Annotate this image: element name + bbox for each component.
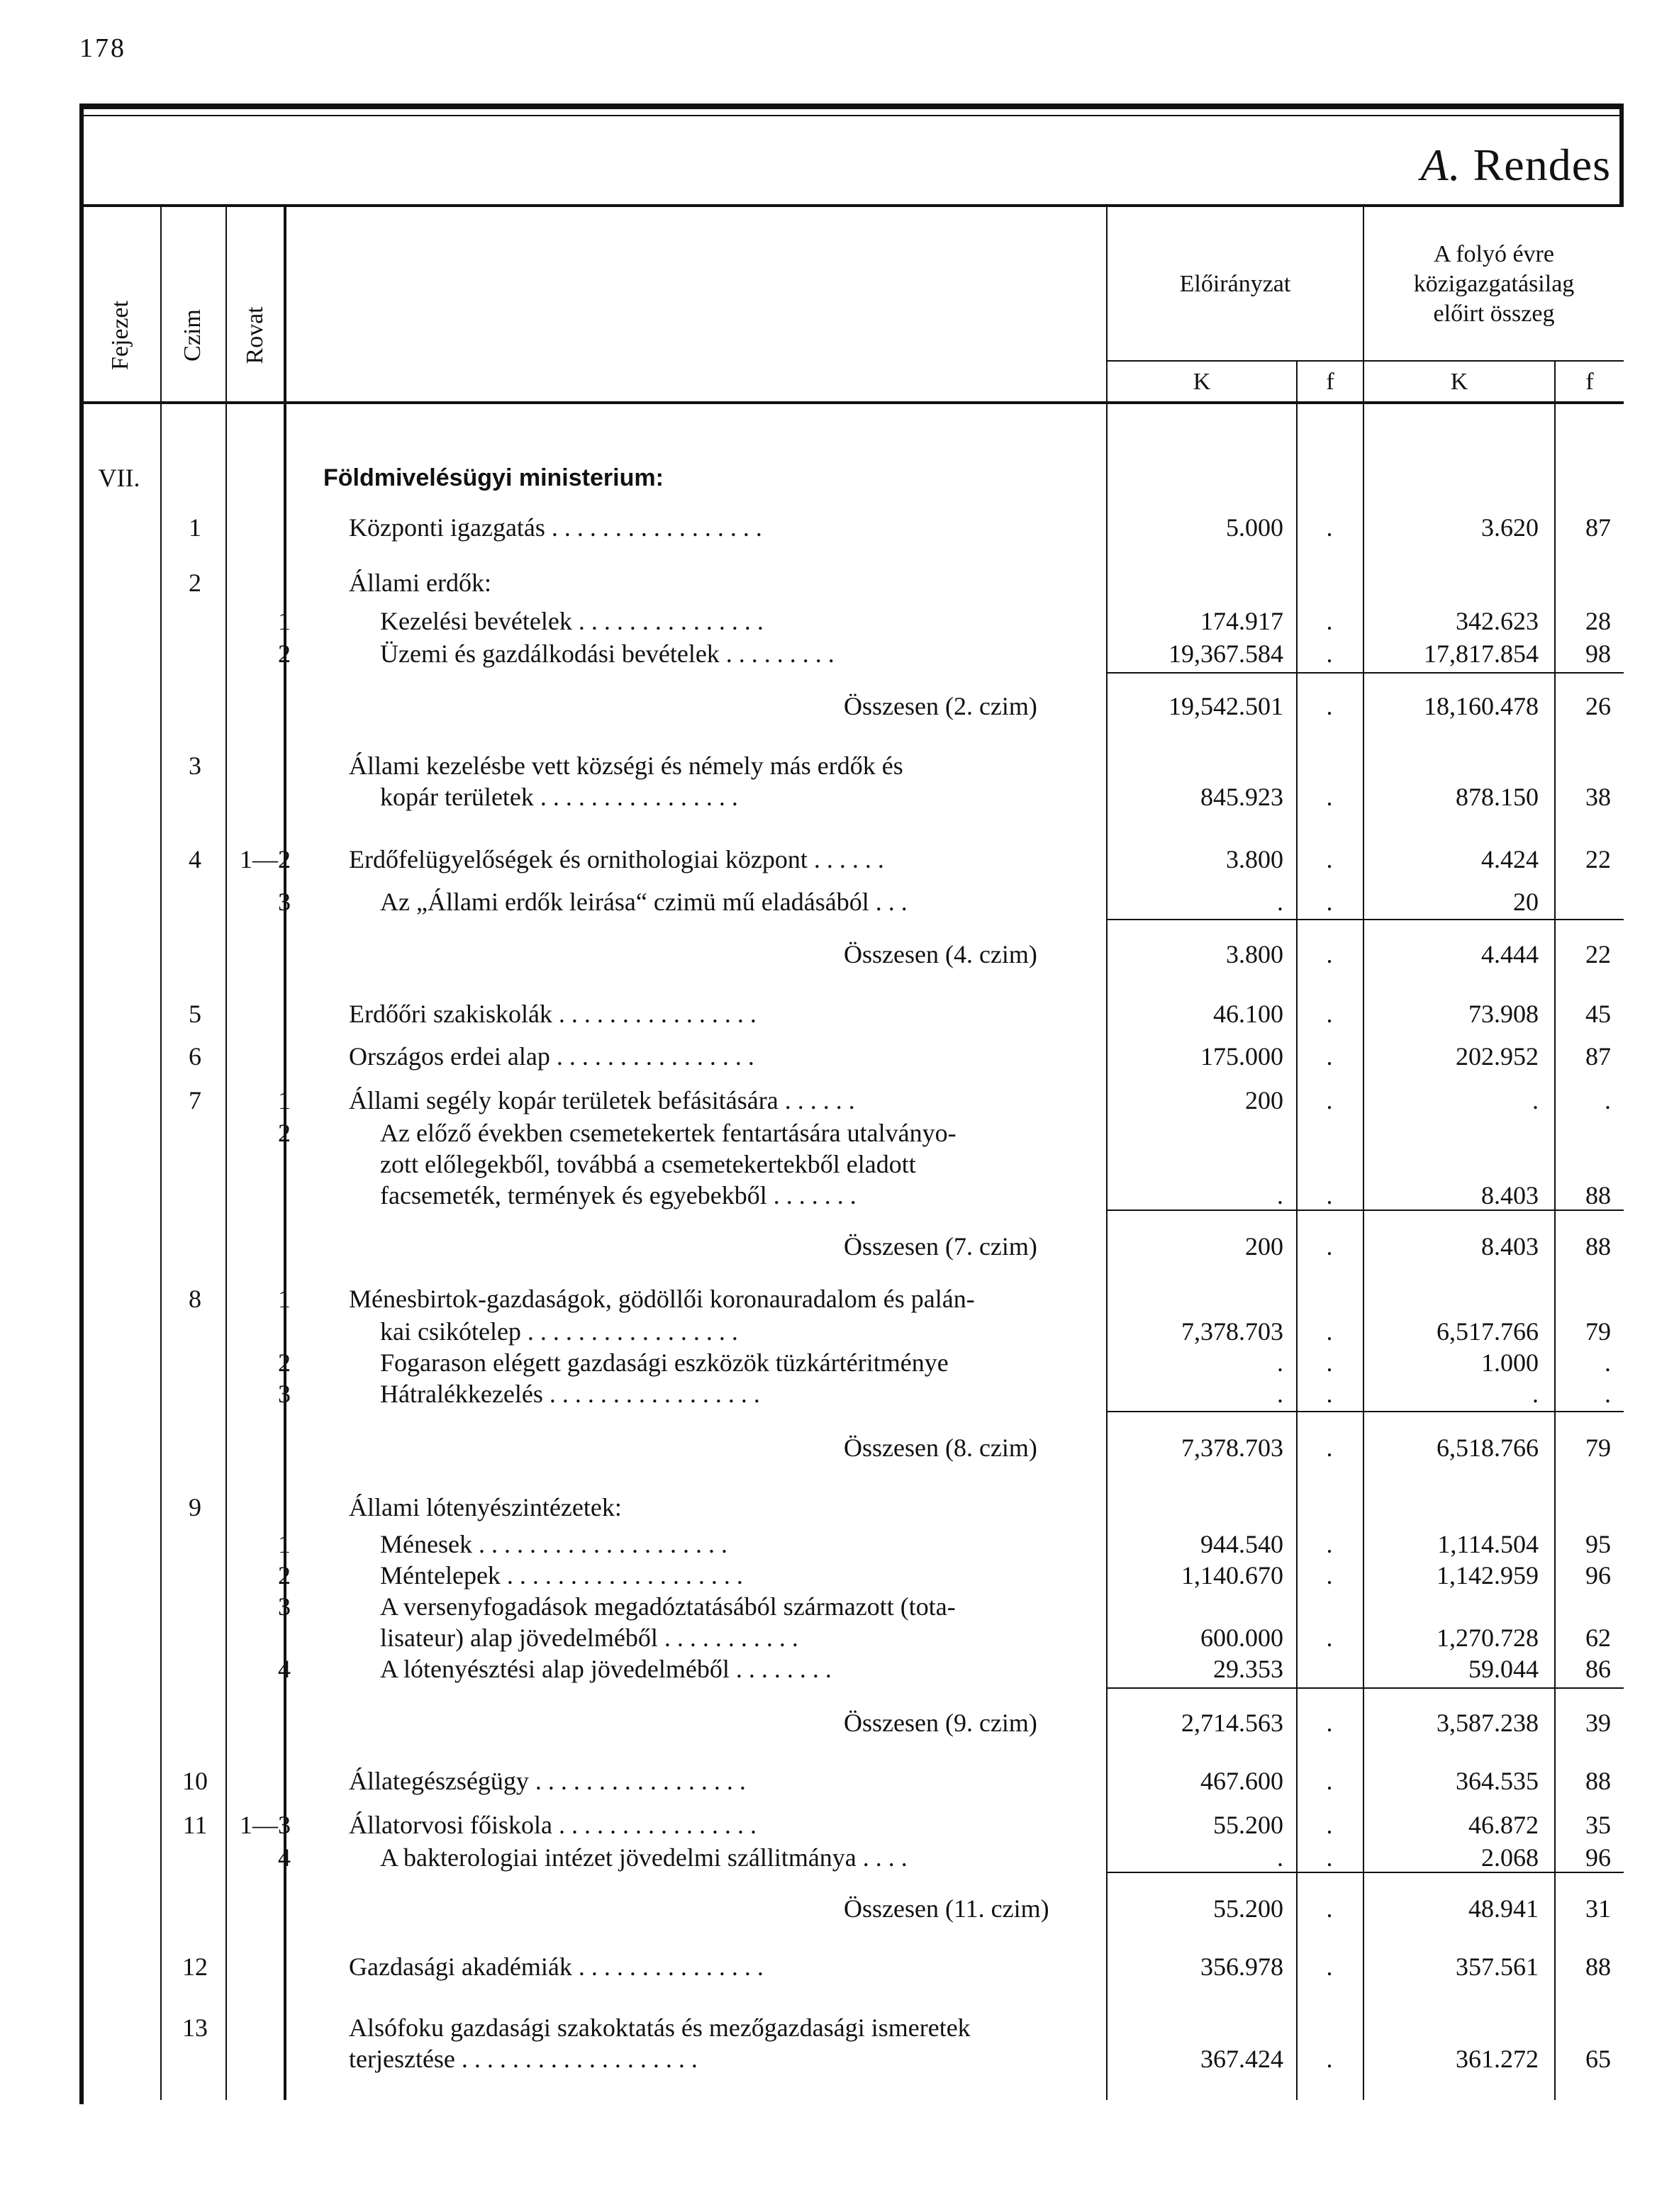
header-folyo-evre bbox=[1364, 240, 1624, 329]
row-description: Összesen (2. czim) bbox=[844, 692, 1037, 720]
row-rovat: 3 bbox=[278, 1592, 291, 1621]
row-czim: 3 bbox=[189, 752, 201, 780]
row-description: Az előző években csemetekertek fentartására utalványo- bbox=[380, 1119, 956, 1147]
row-description: Országos erdei alap . . . . . . . . . . . . . . . . bbox=[349, 1042, 754, 1071]
row-rovat: 2 bbox=[278, 639, 291, 668]
header-rovat: Rovat bbox=[242, 306, 268, 364]
row-folyo-k: 6,517.766 bbox=[1437, 1317, 1539, 1346]
table-row bbox=[0, 998, 1679, 1029]
row-folyo-k: 6,518.766 bbox=[1437, 1434, 1539, 1462]
row-folyo-k: 364.535 bbox=[1456, 1767, 1539, 1795]
row-folyo-f: 98 bbox=[1585, 639, 1611, 668]
row-folyo-k: . bbox=[1532, 1380, 1539, 1408]
row-folyo-f: 87 bbox=[1585, 1042, 1611, 1071]
row-description: lisateur) alap jövedelméből . . . . . . . . . . . bbox=[380, 1624, 798, 1652]
row-eloiranyzat-f: . bbox=[1326, 513, 1333, 542]
row-description: Állategészségügy . . . . . . . . . . . . . . . . . bbox=[349, 1767, 746, 1795]
row-folyo-k: 46.872 bbox=[1468, 1811, 1539, 1839]
row-eloiranyzat-k: 2,714.563 bbox=[1181, 1709, 1283, 1737]
row-folyo-f: 62 bbox=[1585, 1624, 1611, 1652]
row-rovat: 1 bbox=[278, 1285, 291, 1313]
row-description: Erdőfelügyelőségek és ornithologiai központ . . . . . . bbox=[349, 845, 884, 873]
row-folyo-k: 1,142.959 bbox=[1437, 1561, 1539, 1590]
row-czim: 8 bbox=[189, 1285, 201, 1313]
table-row bbox=[0, 1653, 1679, 1685]
row-description: Méntelepek . . . . . . . . . . . . . . . . . . . bbox=[380, 1561, 743, 1590]
row-eloiranyzat-f: . bbox=[1326, 888, 1333, 916]
row-eloiranyzat-f: . bbox=[1326, 692, 1333, 720]
row-czim: 1 bbox=[189, 513, 201, 542]
row-folyo-k: 8.403 bbox=[1481, 1232, 1539, 1261]
row-eloiranyzat-k: 3.800 bbox=[1226, 845, 1283, 873]
row-eloiranyzat-f: . bbox=[1326, 1380, 1333, 1408]
row-eloiranyzat-f: . bbox=[1326, 1530, 1333, 1558]
row-description: Összesen (8. czim) bbox=[844, 1434, 1037, 1462]
row-folyo-k: 18,160.478 bbox=[1424, 692, 1539, 720]
row-description: Összesen (11. czim) bbox=[844, 1894, 1049, 1923]
row-eloiranyzat-k: 46.100 bbox=[1213, 1000, 1283, 1028]
table-row bbox=[0, 2043, 1679, 2074]
row-eloiranyzat-f: . bbox=[1326, 2045, 1333, 2073]
row-eloiranyzat-f: . bbox=[1326, 1843, 1333, 1872]
row-eloiranyzat-k: 367.424 bbox=[1200, 2045, 1283, 2073]
table-row bbox=[0, 1842, 1679, 1873]
row-folyo-f: 31 bbox=[1585, 1894, 1611, 1923]
row-description: kopár területek . . . . . . . . . . . . . . . . bbox=[380, 783, 738, 811]
sum-rule-8 bbox=[1108, 1411, 1624, 1412]
row-folyo-k: . bbox=[1532, 1086, 1539, 1115]
row-eloiranyzat-k: 356.978 bbox=[1200, 1953, 1283, 1981]
section-letter: A. bbox=[1420, 140, 1461, 190]
table-row bbox=[0, 462, 1679, 493]
row-folyo-f: 22 bbox=[1585, 845, 1611, 873]
row-folyo-k: 17,817.854 bbox=[1424, 639, 1539, 668]
table-row bbox=[0, 1347, 1679, 1378]
row-rovat: 3 bbox=[278, 1380, 291, 1408]
row-eloiranyzat-f: . bbox=[1326, 1624, 1333, 1652]
table-row bbox=[0, 567, 1679, 598]
table-row bbox=[0, 1809, 1679, 1840]
row-folyo-f: 96 bbox=[1585, 1843, 1611, 1872]
row-rovat: 2 bbox=[278, 1561, 291, 1590]
row-eloiranyzat-f: . bbox=[1326, 607, 1333, 635]
row-description: A versenyfogadások megadóztatásából származott (tota- bbox=[380, 1592, 956, 1621]
row-eloiranyzat-k: . bbox=[1277, 1843, 1283, 1872]
table-row bbox=[0, 1591, 1679, 1622]
row-folyo-f: . bbox=[1605, 1348, 1611, 1377]
row-rovat: 4 bbox=[278, 1655, 291, 1683]
row-description: Kezelési bevételek . . . . . . . . . . . . . . . bbox=[380, 607, 764, 635]
row-eloiranyzat-k: 600.000 bbox=[1200, 1624, 1283, 1652]
row-description: Földmivelésügyi ministerium: bbox=[323, 464, 664, 491]
row-description: Üzemi és gazdálkodási bevételek . . . . . . . . . bbox=[380, 639, 835, 668]
row-folyo-k: 202.952 bbox=[1456, 1042, 1539, 1071]
row-eloiranyzat-k: 175.000 bbox=[1200, 1042, 1283, 1071]
row-description: Állami segély kopár területek befásitására . . . . . . bbox=[349, 1086, 855, 1115]
row-description: facsemeték, termények és egyebekből . . . . . . . bbox=[380, 1181, 857, 1210]
row-folyo-k: 4.424 bbox=[1481, 845, 1539, 873]
table-row bbox=[0, 1893, 1679, 1924]
row-eloiranyzat-k: 7,378.703 bbox=[1181, 1317, 1283, 1346]
page-number: 178 bbox=[79, 33, 126, 63]
header-czim: Czim bbox=[179, 309, 206, 362]
row-folyo-f: 65 bbox=[1585, 2045, 1611, 2073]
sum-rule-9 bbox=[1108, 1687, 1624, 1689]
row-eloiranyzat-f: . bbox=[1326, 1953, 1333, 1981]
table-row bbox=[0, 1085, 1679, 1116]
row-folyo-k: 48.941 bbox=[1468, 1894, 1539, 1923]
row-description: A bakterologiai intézet jövedelmi szállitmánya . . . . bbox=[380, 1843, 908, 1872]
row-eloiranyzat-f: . bbox=[1326, 1232, 1333, 1261]
row-eloiranyzat-f: . bbox=[1326, 1767, 1333, 1795]
row-folyo-k: 357.561 bbox=[1456, 1953, 1539, 1981]
table-row bbox=[0, 512, 1679, 543]
top-rule bbox=[79, 104, 1622, 109]
table-row bbox=[0, 638, 1679, 669]
row-description: Állatorvosi főiskola . . . . . . . . . . . . . . . . bbox=[349, 1811, 757, 1839]
row-rovat: 2 bbox=[278, 1348, 291, 1377]
table-row bbox=[0, 1041, 1679, 1072]
row-folyo-f: 38 bbox=[1585, 783, 1611, 811]
header-folyo-line-3: előirt összeg bbox=[1433, 301, 1555, 327]
row-eloiranyzat-k: . bbox=[1277, 1181, 1283, 1210]
header-eloiranyzat: Előirányzat bbox=[1179, 271, 1291, 297]
row-folyo-k: 4.444 bbox=[1481, 940, 1539, 968]
row-rovat: 3 bbox=[278, 888, 291, 916]
header-top-rule bbox=[79, 204, 1624, 207]
table-row bbox=[0, 1432, 1679, 1463]
row-folyo-f: . bbox=[1605, 1086, 1611, 1115]
row-eloiranyzat-k: 55.200 bbox=[1213, 1811, 1283, 1839]
section-heading bbox=[1421, 139, 1612, 191]
row-description: Összesen (7. czim) bbox=[844, 1232, 1037, 1261]
table-row bbox=[0, 605, 1679, 637]
right-border bbox=[1619, 104, 1624, 204]
row-description: Az „Állami erdők leirása“ czimü mű eladásából . . . bbox=[380, 888, 908, 916]
row-folyo-f: 87 bbox=[1585, 513, 1611, 542]
row-description: Összesen (4. czim) bbox=[844, 940, 1037, 968]
row-czim: 7 bbox=[189, 1086, 201, 1115]
unit-f-2: f bbox=[1585, 369, 1594, 395]
table-row bbox=[0, 1622, 1679, 1653]
table-row bbox=[0, 844, 1679, 875]
row-description: Erdőőri szakiskolák . . . . . . . . . . . . . . . . bbox=[349, 1000, 757, 1028]
row-eloiranyzat-f: . bbox=[1326, 1434, 1333, 1462]
table-row bbox=[0, 691, 1679, 722]
row-folyo-f: 35 bbox=[1585, 1811, 1611, 1839]
table-row bbox=[0, 1707, 1679, 1738]
row-folyo-f: 88 bbox=[1585, 1232, 1611, 1261]
row-folyo-f: 86 bbox=[1585, 1655, 1611, 1683]
row-rovat: 1 bbox=[278, 607, 291, 635]
row-czim: 10 bbox=[182, 1767, 208, 1795]
row-folyo-k: 59.044 bbox=[1468, 1655, 1539, 1683]
header-bottom-rule bbox=[79, 401, 1624, 404]
row-folyo-k: 2.068 bbox=[1481, 1843, 1539, 1872]
top-rule-thin bbox=[79, 115, 1622, 116]
table-row bbox=[0, 781, 1679, 812]
row-eloiranyzat-f: . bbox=[1326, 1317, 1333, 1346]
row-eloiranyzat-k: 845.923 bbox=[1200, 783, 1283, 811]
row-eloiranyzat-f: . bbox=[1326, 1042, 1333, 1071]
row-description: Központi igazgatás . . . . . . . . . . . . . . . . . bbox=[349, 513, 762, 542]
row-folyo-k: 878.150 bbox=[1456, 783, 1539, 811]
row-czim: 9 bbox=[189, 1493, 201, 1521]
row-description: Ménesek . . . . . . . . . . . . . . . . . . . . bbox=[380, 1530, 727, 1558]
row-description: Állami erdők: bbox=[349, 569, 491, 597]
unit-rule bbox=[1106, 360, 1624, 362]
table-row bbox=[0, 1283, 1679, 1314]
row-description: Alsófoku gazdasági szakoktatás és mezőgazdasági ismeretek bbox=[349, 2013, 971, 2042]
row-eloiranyzat-f: . bbox=[1326, 1348, 1333, 1377]
row-folyo-f: 39 bbox=[1585, 1709, 1611, 1737]
table-row bbox=[0, 1180, 1679, 1211]
row-folyo-f: 95 bbox=[1585, 1530, 1611, 1558]
row-folyo-f: 88 bbox=[1585, 1181, 1611, 1210]
table-row bbox=[0, 2012, 1679, 2043]
row-folyo-k: 1,270.728 bbox=[1437, 1624, 1539, 1652]
row-czim: 6 bbox=[189, 1042, 201, 1071]
table-row bbox=[0, 1316, 1679, 1347]
row-eloiranyzat-k: 19,542.501 bbox=[1168, 692, 1283, 720]
row-rovat: 2 bbox=[278, 1119, 291, 1147]
header-fejezet: Fejezet bbox=[107, 300, 133, 371]
header-folyo-line-1: A folyó évre bbox=[1434, 241, 1554, 267]
row-eloiranyzat-f: . bbox=[1326, 1811, 1333, 1839]
table-row bbox=[0, 1378, 1679, 1409]
row-rovat: 1—3 bbox=[240, 1811, 291, 1839]
row-folyo-k: 73.908 bbox=[1468, 1000, 1539, 1028]
table-row bbox=[0, 1765, 1679, 1797]
row-fejezet: VII. bbox=[98, 464, 140, 492]
row-description: Fogarason elégett gazdasági eszközök tüzkártéritménye bbox=[380, 1348, 949, 1377]
row-eloiranyzat-f: . bbox=[1326, 1086, 1333, 1115]
table-row bbox=[0, 750, 1679, 781]
table-row bbox=[0, 1149, 1679, 1180]
row-description: Hátralékkezelés . . . . . . . . . . . . . . . . . bbox=[380, 1380, 760, 1408]
row-description: Gazdasági akadémiák . . . . . . . . . . . . . . . bbox=[349, 1953, 764, 1981]
row-description: A lótenyésztési alap jövedelméből . . . . . . . . bbox=[380, 1655, 832, 1683]
row-folyo-k: 342.623 bbox=[1456, 607, 1539, 635]
row-eloiranyzat-k: 467.600 bbox=[1200, 1767, 1283, 1795]
row-folyo-f: 22 bbox=[1585, 940, 1611, 968]
row-czim: 12 bbox=[182, 1953, 208, 1981]
row-rovat: 4 bbox=[278, 1843, 291, 1872]
row-folyo-f: . bbox=[1605, 1380, 1611, 1408]
row-rovat: 1—2 bbox=[240, 845, 291, 873]
row-eloiranyzat-k: 29.353 bbox=[1213, 1655, 1283, 1683]
row-folyo-f: 96 bbox=[1585, 1561, 1611, 1590]
header-folyo-line-2: közigazgatásilag bbox=[1413, 271, 1575, 297]
row-czim: 4 bbox=[189, 845, 201, 873]
row-eloiranyzat-f: . bbox=[1326, 1181, 1333, 1210]
row-czim: 2 bbox=[189, 569, 201, 597]
row-folyo-f: 26 bbox=[1585, 692, 1611, 720]
row-folyo-f: 79 bbox=[1585, 1434, 1611, 1462]
row-eloiranyzat-k: 19,367.584 bbox=[1168, 639, 1283, 668]
row-folyo-k: 20 bbox=[1513, 888, 1539, 916]
row-czim: 5 bbox=[189, 1000, 201, 1028]
row-eloiranyzat-k: 174.917 bbox=[1200, 607, 1283, 635]
table-row bbox=[0, 1560, 1679, 1591]
table-row bbox=[0, 1492, 1679, 1523]
row-czim: 11 bbox=[182, 1811, 208, 1839]
row-eloiranyzat-k: 55.200 bbox=[1213, 1894, 1283, 1923]
row-folyo-f: 88 bbox=[1585, 1953, 1611, 1981]
row-rovat: 1 bbox=[278, 1086, 291, 1115]
row-description: terjesztése . . . . . . . . . . . . . . . . . . . bbox=[349, 2045, 698, 2073]
row-folyo-f: 88 bbox=[1585, 1767, 1611, 1795]
row-eloiranyzat-f: . bbox=[1326, 783, 1333, 811]
row-description: Állami lótenyészintézetek: bbox=[349, 1493, 622, 1521]
row-eloiranyzat-k: 7,378.703 bbox=[1181, 1434, 1283, 1462]
row-eloiranyzat-f: . bbox=[1326, 1000, 1333, 1028]
row-eloiranyzat-f: . bbox=[1326, 1561, 1333, 1590]
table-row bbox=[0, 1231, 1679, 1262]
row-folyo-k: 1.000 bbox=[1481, 1348, 1539, 1377]
sum-rule-2 bbox=[1108, 672, 1624, 674]
row-eloiranyzat-f: . bbox=[1326, 639, 1333, 668]
row-folyo-f: 79 bbox=[1585, 1317, 1611, 1346]
unit-k-2: K bbox=[1450, 369, 1468, 395]
table-row bbox=[0, 1951, 1679, 1982]
row-description: Állami kezelésbe vett községi és némely más erdők és bbox=[349, 752, 903, 780]
row-folyo-f: 28 bbox=[1585, 607, 1611, 635]
row-eloiranyzat-k: 200 bbox=[1245, 1232, 1283, 1261]
row-description: kai csikótelep . . . . . . . . . . . . . . . . . bbox=[380, 1317, 738, 1346]
sum-rule-4 bbox=[1108, 919, 1624, 920]
table-row bbox=[0, 1117, 1679, 1149]
row-description: Összesen (9. czim) bbox=[844, 1709, 1037, 1737]
row-rovat: 1 bbox=[278, 1530, 291, 1558]
row-eloiranyzat-f: . bbox=[1326, 845, 1333, 873]
row-folyo-k: 3,587.238 bbox=[1437, 1709, 1539, 1737]
section-title: Rendes bbox=[1473, 140, 1611, 190]
row-description: Ménesbirtok-gazdaságok, gödöllői koronauradalom és palán- bbox=[349, 1285, 975, 1313]
row-eloiranyzat-k: . bbox=[1277, 1380, 1283, 1408]
row-description: zott előlegekből, továbbá a csemetekertekből eladott bbox=[380, 1150, 916, 1178]
row-eloiranyzat-k: . bbox=[1277, 888, 1283, 916]
row-eloiranyzat-k: 944.540 bbox=[1200, 1530, 1283, 1558]
row-eloiranyzat-k: 1,140.670 bbox=[1181, 1561, 1283, 1590]
table-row bbox=[0, 1529, 1679, 1560]
row-folyo-k: 1,114.504 bbox=[1437, 1530, 1539, 1558]
row-eloiranyzat-f: . bbox=[1326, 1894, 1333, 1923]
row-eloiranyzat-f: . bbox=[1326, 940, 1333, 968]
row-czim: 13 bbox=[182, 2013, 208, 2042]
row-eloiranyzat-k: 3.800 bbox=[1226, 940, 1283, 968]
row-folyo-k: 3.620 bbox=[1481, 513, 1539, 542]
row-folyo-f: 45 bbox=[1585, 1000, 1611, 1028]
row-eloiranyzat-k: 200 bbox=[1245, 1086, 1283, 1115]
table-row bbox=[0, 886, 1679, 917]
row-folyo-k: 8.403 bbox=[1481, 1181, 1539, 1210]
row-eloiranyzat-k: 5.000 bbox=[1226, 513, 1283, 542]
unit-k-1: K bbox=[1193, 369, 1211, 395]
row-eloiranyzat-f: . bbox=[1326, 1709, 1333, 1737]
row-eloiranyzat-k: . bbox=[1277, 1348, 1283, 1377]
row-folyo-k: 361.272 bbox=[1456, 2045, 1539, 2073]
unit-f-1: f bbox=[1326, 369, 1334, 395]
table-row bbox=[0, 939, 1679, 970]
